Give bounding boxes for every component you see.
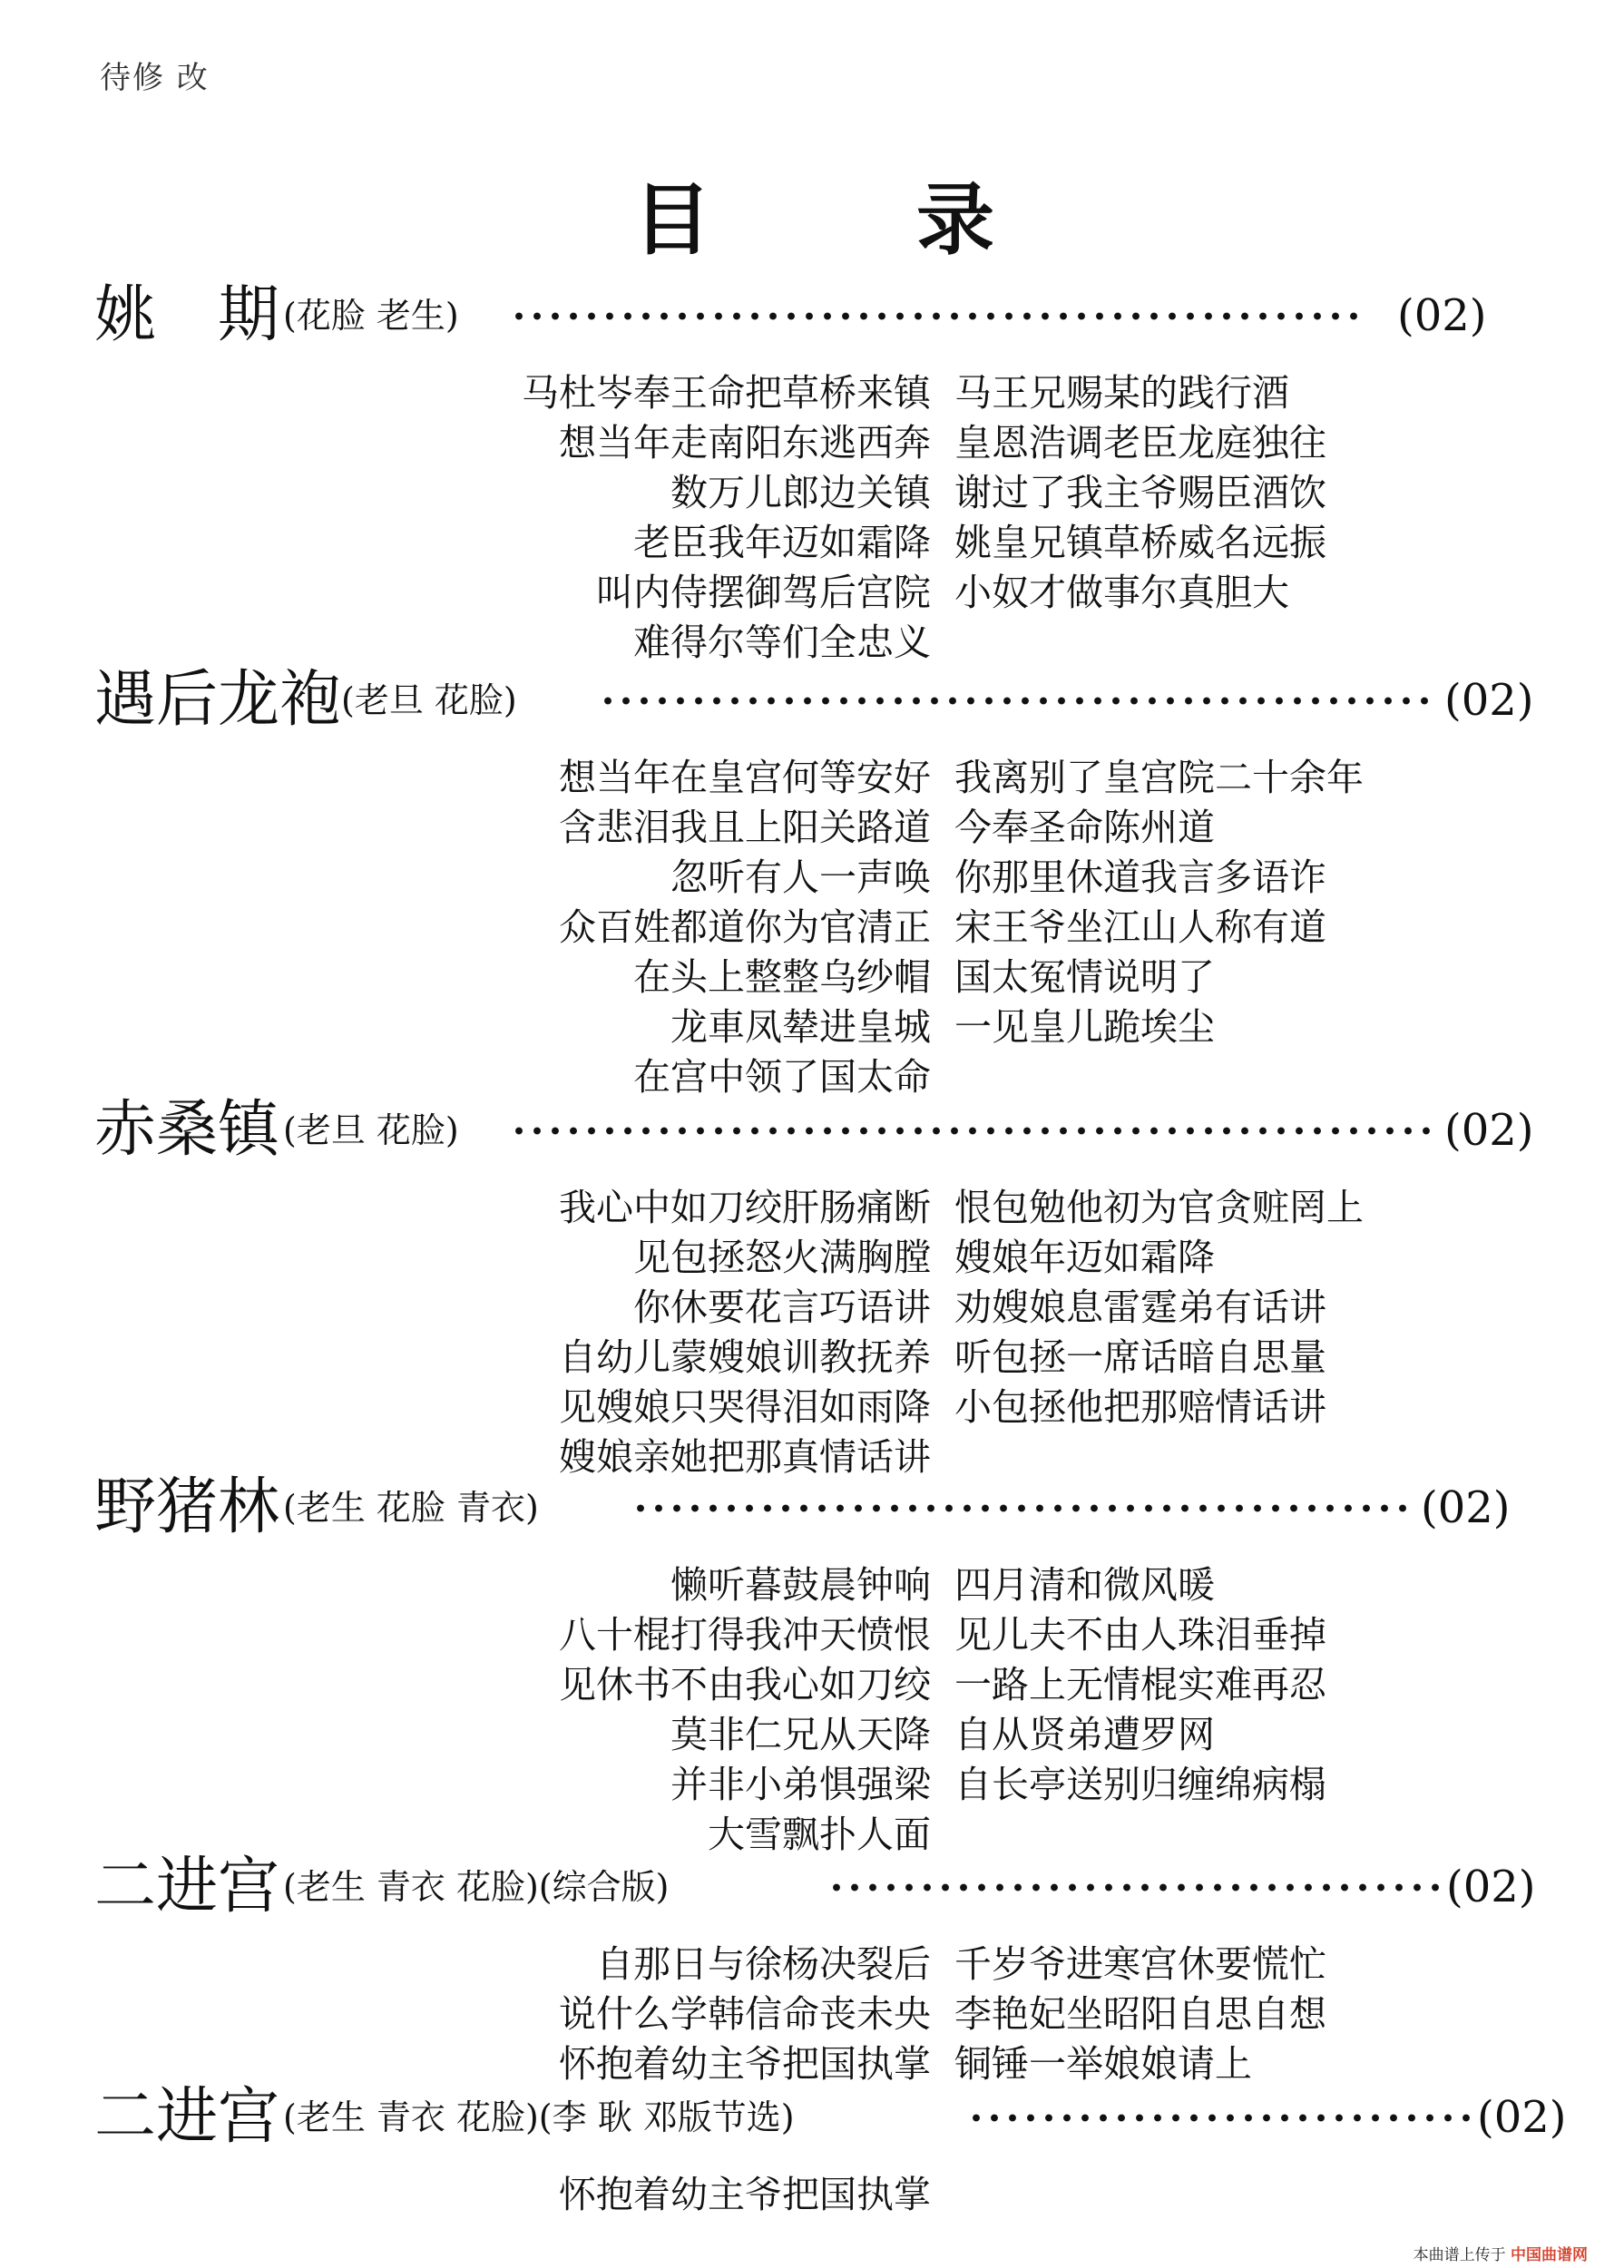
watermark-footer — [1414, 2242, 1588, 2264]
entry-roles: (老生 青衣 花脸)(李 耿 邓版节选) — [283, 2097, 795, 2137]
aria-row — [0, 468, 1624, 518]
aria-right: 宋王爷坐江山人称有道 — [954, 905, 1326, 949]
aria-left: 众百姓都道你为官清正 — [559, 905, 931, 949]
aria-row — [0, 1989, 1624, 2039]
aria-row — [0, 1002, 1624, 1052]
aria-left: 八十棍打得我冲天愤恨 — [559, 1613, 931, 1657]
entry-page-number: (02) — [1444, 675, 1534, 726]
entry-title: 遇后龙袍 — [94, 664, 342, 736]
aria-left: 大雪飘扑人面 — [708, 1813, 931, 1856]
aria-left: 忽听有人一声唤 — [670, 855, 931, 899]
aria-row — [0, 1183, 1624, 1233]
aria-row — [0, 1610, 1624, 1660]
toc-title — [0, 171, 1624, 270]
aria-left: 难得尔等们全忠义 — [633, 621, 931, 664]
leader-dots — [599, 697, 1430, 705]
aria-row — [0, 903, 1624, 953]
entry-roles: (老旦 花脸) — [283, 1110, 459, 1150]
aria-row — [0, 568, 1624, 618]
entry-roles: (老生 花脸 青衣) — [283, 1488, 539, 1528]
aria-left: 想当年在皇宫何等安好 — [559, 756, 931, 799]
leader-dots — [967, 2114, 1472, 2122]
aria-row — [0, 1383, 1624, 1432]
aria-left: 怀抱着幼主爷把国执掌 — [559, 2173, 931, 2216]
aria-row — [0, 853, 1624, 903]
entry-page-number: (02) — [1444, 1105, 1534, 1156]
aria-right: 千岁爷进寒宫休要慌忙 — [954, 1942, 1326, 1986]
leader-dots — [510, 312, 1363, 320]
aria-left: 莫非仁兄从天降 — [670, 1713, 931, 1756]
watermark-site: 中国曲谱网 — [1511, 2246, 1588, 2264]
aria-right: 马王兄赐某的践行酒 — [954, 371, 1289, 415]
aria-row — [0, 1283, 1624, 1333]
aria-right: 今奉圣命陈州道 — [954, 806, 1215, 849]
aria-left: 我心中如刀绞肝肠痛断 — [559, 1186, 931, 1229]
aria-row — [0, 803, 1624, 853]
aria-right: 李艳妃坐昭阳自思自想 — [954, 1992, 1326, 2036]
aria-left: 说什么学韩信命丧未央 — [559, 1992, 931, 2036]
aria-row — [0, 368, 1624, 418]
aria-row — [0, 1940, 1624, 1989]
aria-right: 小包拯他把那赔情话讲 — [954, 1385, 1326, 1429]
aria-right: 劝嫂娘息雷霆弟有话讲 — [954, 1286, 1326, 1329]
aria-left: 叫内侍摆御驾后宫院 — [596, 571, 931, 614]
aria-right: 谢过了我主爷赐臣酒饮 — [954, 471, 1326, 514]
aria-right: 小奴才做事尔真胆大 — [954, 571, 1289, 614]
aria-row — [0, 418, 1624, 468]
aria-right: 嫂娘年迈如霜降 — [954, 1236, 1215, 1279]
aria-left: 见嫂娘只哭得泪如雨降 — [559, 1385, 931, 1429]
toc-title-char-1: 目 — [633, 175, 711, 266]
aria-left: 在头上整整乌纱帽 — [633, 955, 931, 999]
aria-left: 想当年走南阳东逃西奔 — [559, 421, 931, 464]
toc-title-char-2: 录 — [916, 175, 994, 266]
aria-right: 自长亭送别归缠绵病榻 — [954, 1763, 1326, 1806]
watermark-text: 本曲谱上传于 — [1413, 2246, 1506, 2264]
entry-title: 野猪林 — [94, 1471, 280, 1543]
aria-right: 姚皇兄镇草桥威名远振 — [954, 521, 1326, 564]
aria-row — [0, 2170, 1624, 2220]
aria-left: 见休书不由我心如刀绞 — [559, 1663, 931, 1706]
entry-title: 姚 期 — [94, 279, 280, 351]
aria-left: 并非小弟惧强梁 — [670, 1763, 931, 1806]
entry-page-number: (02) — [1397, 290, 1487, 341]
aria-right: 恨包勉他初为官贪赃罔上 — [954, 1186, 1364, 1229]
aria-row — [0, 953, 1624, 1002]
aria-left: 自幼儿蒙嫂娘训教抚养 — [559, 1335, 931, 1379]
entry-title: 二进宫 — [94, 1851, 280, 1922]
aria-row — [0, 1560, 1624, 1610]
aria-right: 铜锤一举娘娘请上 — [954, 2042, 1252, 2086]
entry-roles: (老旦 花脸) — [341, 680, 517, 720]
aria-right: 见儿夫不由人珠泪垂掉 — [954, 1613, 1326, 1657]
aria-row — [0, 1660, 1624, 1710]
aria-left: 见包拯怒火满胸膛 — [633, 1236, 931, 1279]
aria-left: 数万儿郎边关镇 — [670, 471, 931, 514]
aria-right: 一路上无情棍实难再忍 — [954, 1663, 1326, 1706]
draft-note: 待修 改 — [100, 60, 210, 96]
aria-right: 四月清和微风暖 — [954, 1563, 1215, 1607]
aria-left: 自那日与徐杨决裂后 — [596, 1942, 931, 1986]
aria-right: 我离别了皇宫院二十余年 — [954, 756, 1364, 799]
aria-row — [0, 518, 1624, 568]
aria-left: 龙車凤辇进皇城 — [670, 1005, 931, 1049]
entry-title: 赤桑镇 — [94, 1094, 280, 1166]
entry-page-number: (02) — [1446, 1862, 1536, 1912]
aria-row — [0, 1333, 1624, 1383]
aria-right: 国太冤情说明了 — [954, 955, 1215, 999]
aria-right: 一见皇儿跪埃尘 — [954, 1005, 1215, 1049]
aria-row — [0, 1760, 1624, 1810]
leader-dots — [631, 1504, 1414, 1512]
aria-row — [0, 1233, 1624, 1283]
aria-left: 你休要花言巧语讲 — [633, 1286, 931, 1329]
aria-right: 皇恩浩调老臣龙庭独往 — [954, 421, 1326, 464]
entry-page-number: (02) — [1477, 2092, 1567, 2143]
aria-row — [0, 1710, 1624, 1760]
entry-roles: (花脸 老生) — [283, 296, 459, 336]
entry-page-number: (02) — [1421, 1482, 1511, 1533]
aria-left: 含悲泪我且上阳关路道 — [559, 806, 931, 849]
aria-row — [0, 753, 1624, 803]
entry-roles: (老生 青衣 花脸)(综合版) — [283, 1867, 670, 1907]
aria-left: 在宫中领了国太命 — [633, 1055, 931, 1099]
aria-right: 自从贤弟遭罗网 — [954, 1713, 1215, 1756]
aria-left: 嫂娘亲她把那真情话讲 — [559, 1435, 931, 1479]
aria-left: 怀抱着幼主爷把国执掌 — [559, 2042, 931, 2086]
aria-right: 听包拯一席话暗自思量 — [954, 1335, 1326, 1379]
leader-dots — [827, 1883, 1443, 1892]
aria-left: 马杜岑奉王命把草桥来镇 — [522, 371, 931, 415]
aria-left: 懒听暮鼓晨钟响 — [670, 1563, 931, 1607]
aria-right: 你那里休道我言多语诈 — [954, 855, 1326, 899]
entry-title: 二进宫 — [94, 2081, 280, 2153]
aria-left: 老臣我年迈如霜降 — [633, 521, 931, 564]
leader-dots — [510, 1127, 1430, 1135]
